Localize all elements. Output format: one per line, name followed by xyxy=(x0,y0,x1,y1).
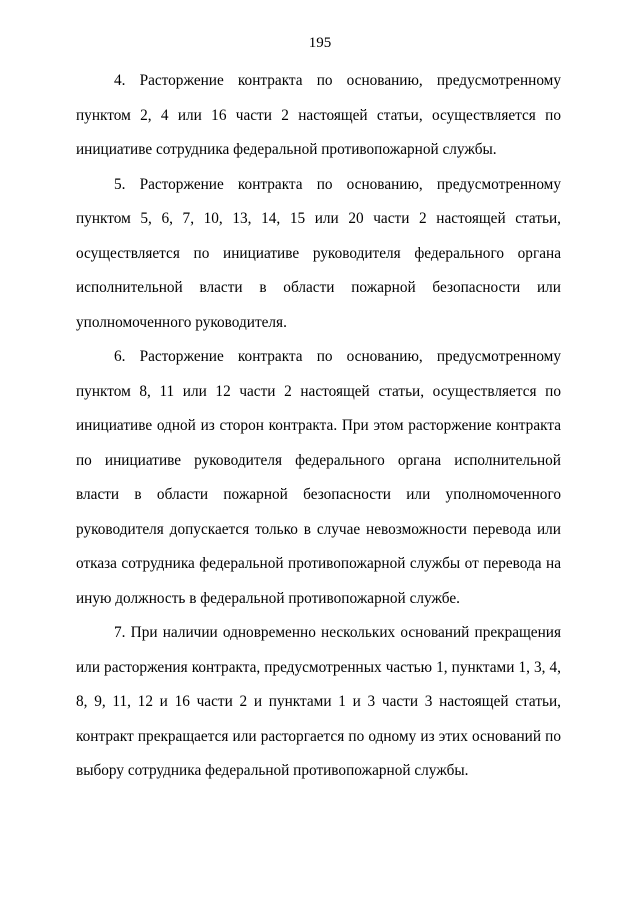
paragraph-5: 5. Расторжение контракта по основанию, предусмотренному пунктом 5, 6, 7, 10, 13, 14, 15 или 20 части 2 настоящей статьи, осуществляется по инициативе руководителя федерального органа исполнительной власти в области пожарной безопасности или уполномоченного руководителя. xyxy=(76,175,561,331)
paragraph-7: 7. При наличии одновременно нескольких оснований прекращения или расторжения контракта, предусмотренных частью 1, пунктами 1, 3, 4, 8, 9, 11, 12 и 16 части 2 и пунктами 1 и 3 части 3 настоящей статьи, контракт прекращается или расторгается по одному из этих оснований по выбору сотрудника федеральной противопожарной службы. xyxy=(76,624,561,779)
document-body xyxy=(76,64,561,789)
paragraph-6: 6. Расторжение контракта по основанию, предусмотренному пунктом 8, 11 или 12 части 2 настоящей статьи, осуществляется по инициативе одной из сторон контракта. При этом расторжение контракта по инициативе руководителя федерального органа исполнительной власти в области пожарной безопасности или уполномоченного руководителя допускается только в случае невозможности перевода или отказа сотрудника федеральной противопожарной службы от перевода на иную должность в федеральной противопожарной службе. xyxy=(76,348,561,607)
page-number: 195 xyxy=(308,35,332,51)
paragraph-4: 4. Расторжение контракта по основанию, предусмотренному пунктом 2, 4 или 16 части 2 настоящей статьи, осуществляется по инициативе сотрудника федеральной противопожарной службы. xyxy=(76,72,561,158)
